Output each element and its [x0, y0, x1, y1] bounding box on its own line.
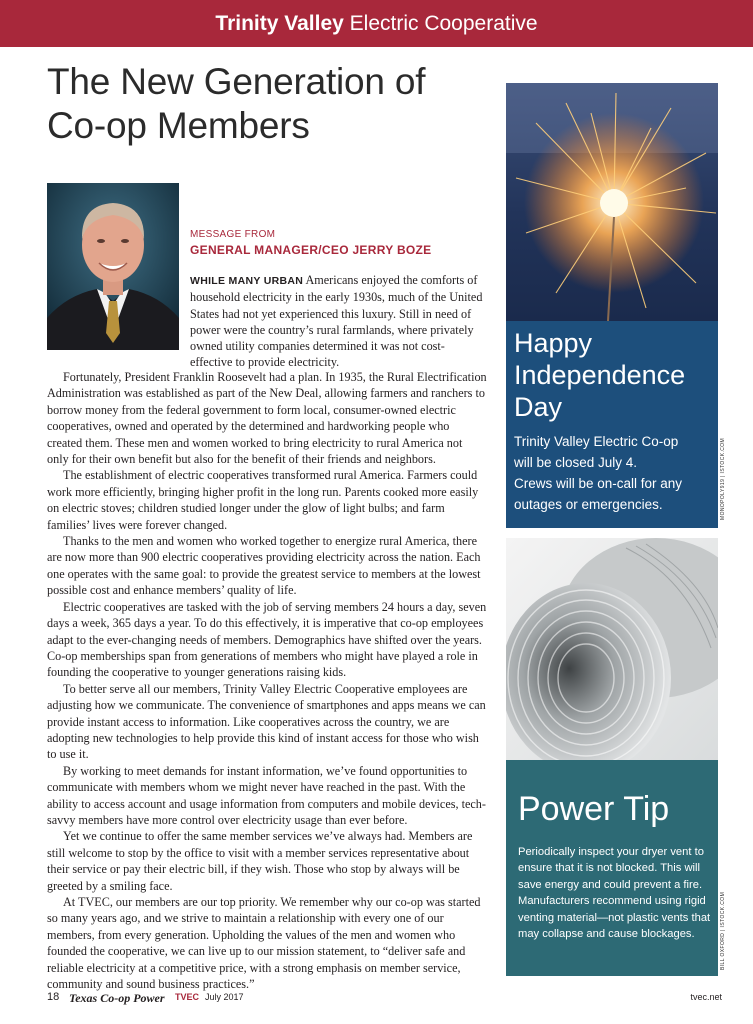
page-number: 18 — [47, 991, 60, 1003]
article-title-line1: The New Generation of — [47, 61, 426, 102]
holiday-panel — [506, 321, 718, 528]
power-tip-text: Periodically inspect your dryer vent to ensure that it is not blocked. This will save energy and could prevent a fire. Manufacturers recommend using rigid venting material—not plastic vents that may collapse and cause blockages. — [518, 846, 711, 941]
holiday-title-line3: Day — [514, 392, 563, 422]
intro-lead: WHILE MANY URBAN — [190, 275, 304, 287]
body-paragraph: Yet we continue to offer the same member services we’ve always had. Members are still welcome to stop by the office to visit with a member services representative about their service or pay their electric bill, if they wish. Those who stop by always will be greeted by a smiling face. — [47, 829, 473, 893]
holiday-notice — [506, 83, 718, 528]
dryer-vent-photo — [506, 538, 718, 760]
intro-paragraph — [190, 272, 487, 371]
intro-text: Americans enjoyed the comforts of household electricity in the early 1930s, much of the United States had not yet experienced this luxury. Still in need of power were the country’s rural farmlands, where privately owned utility companies determined it was not cost-effective to provide electricity. — [190, 273, 483, 370]
holiday-title — [514, 327, 714, 423]
website-link[interactable]: tvec.net — [690, 992, 722, 1002]
body-paragraph: By working to meet demands for instant information, we’ve found opportunities to communicate with members whom we might never have reached in the past. With the ability to access account and usage information from computers and mobile devices, tech-savvy members have more control over electricity usage than ever before. — [47, 763, 486, 827]
body-paragraph: At TVEC, our members are our top priority. We remember why our co-op was started so many years ago, and we strive to maintain a relationship with every one of our members, from every generation. Upholding the values of the men and women who founded the cooperative, we can live up to our mission statement, to “deliver safe and reliable electricity at a competitive price, with a strong emphasis on member service, community and sound business practices.” — [47, 895, 481, 992]
sparkler-photo — [506, 83, 718, 321]
portrait-illustration — [47, 183, 179, 350]
body-paragraph: The establishment of electric cooperatives transformed rural America. Farmers could work more efficiently, bringing higher profit in the long run. Parents cooked more easily on electric stoves; children studied longer under the glow of light bulbs; and farm families’ lives were forever changed. — [47, 468, 479, 532]
edition-label: TVEC — [175, 992, 200, 1002]
issue-date: July 2017 — [205, 992, 244, 1002]
body-paragraph: To better serve all our members, Trinity Valley Electric Cooperative employees are adjusting how we communicate. The convenience of smartphones and apps means we can provide instant access to information. Like cooperatives across the country, we are adopting new technologies to help provide this kind of instant access for those who wish to use it. — [47, 681, 486, 762]
masthead-brand-bold: Trinity Valley — [215, 12, 344, 35]
article-title-line2: Co-op Members — [47, 105, 310, 146]
holiday-photo-credit: MONOPOLY919 | ISTOCK.COM — [720, 437, 726, 520]
holiday-text-line4: outages or emergencies. — [514, 497, 663, 512]
page-footer — [47, 991, 722, 1007]
holiday-text-line1: Trinity Valley Electric Co-op — [514, 434, 679, 449]
holiday-text-line2: will be closed July 4. — [514, 455, 638, 470]
masthead-bar — [0, 0, 753, 47]
dryer-vent-illustration — [506, 538, 718, 760]
holiday-title-line2: Independence — [514, 360, 686, 390]
sparkler-illustration — [506, 83, 718, 321]
author-name: GENERAL MANAGER/CEO JERRY BOZE — [190, 243, 432, 257]
author-portrait — [47, 183, 179, 350]
magazine-name: Texas Co-op Power — [69, 991, 165, 1005]
article-body — [47, 369, 487, 992]
holiday-title-line1: Happy — [514, 328, 593, 358]
message-from-label: MESSAGE FROM — [190, 229, 276, 240]
body-paragraph: Thanks to the men and women who worked together to energize rural America, there are now more than 900 electric cooperatives providing electricity across the nation. Each one operates with the same goal: to provide the greatest service to members at the lowest possible cost and enhance members’ quality of life. — [47, 534, 481, 598]
holiday-text — [514, 431, 718, 515]
power-tip-panel — [506, 760, 718, 976]
article-title — [47, 60, 487, 148]
power-tip-photo-credit: BILL OXFORD | ISTOCK.COM — [720, 891, 726, 970]
holiday-text-line3: Crews will be on-call for any — [514, 476, 683, 491]
body-paragraph: Electric cooperatives are tasked with the job of serving members 24 hours a day, seven days a week, 365 days a year. To do this effectively, it is imperative that co-op employees adapt to the ever-changing needs of members. Demographics have shifted over the years. Co-op memberships span from generations of members who might have played a role in founding the cooperative to younger generations raising kids. — [47, 599, 487, 680]
masthead-brand-rest: Electric Cooperative — [349, 12, 538, 35]
power-tip-box — [506, 538, 718, 976]
power-tip-title: Power Tip — [518, 790, 670, 828]
body-paragraph: Fortunately, President Franklin Roosevelt had a plan. In 1935, the Rural Electrification Administration was established as part of the New Deal, allowing farmers and ranchers to borrow money from the federal government to form local, consumer-owned electric cooperatives, owned and operated by the determined and hardworking people who created them. These men and women worked to bring electricity to rural America not only for their own benefit but also for the benefit of their friends and neighbors. — [47, 370, 487, 467]
